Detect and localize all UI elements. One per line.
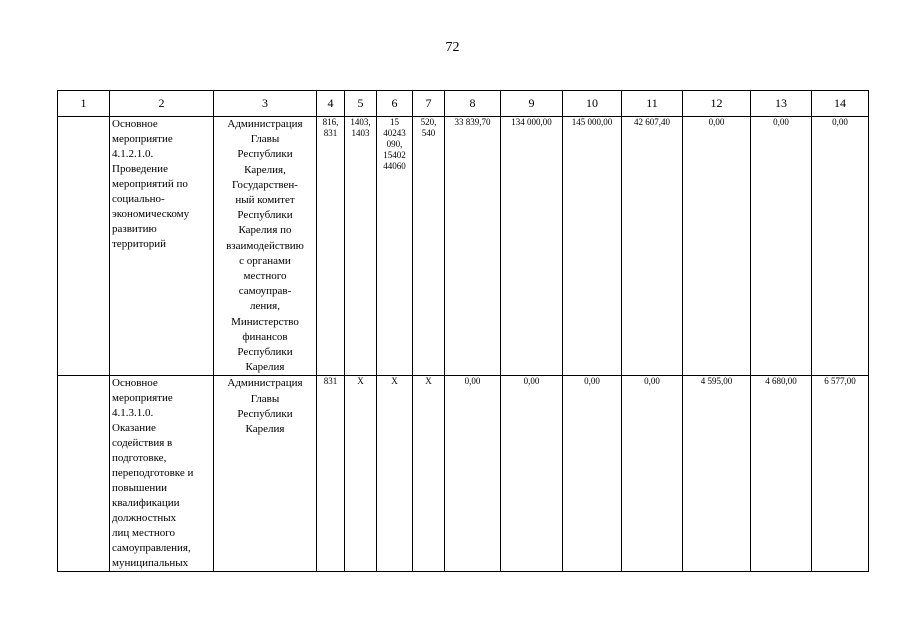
executor-cell	[214, 117, 317, 376]
code-line: 831	[323, 128, 338, 138]
row-index-cell	[58, 117, 110, 376]
executor-line: Государствен-	[232, 178, 298, 191]
activity-name-line: 4.1.2.1.0.	[112, 148, 154, 160]
executor-line: Карелия по	[238, 224, 292, 237]
executor-line: местного	[243, 270, 287, 283]
code-line: 816,	[322, 117, 339, 127]
code-line: 540	[421, 128, 436, 138]
code-line: 831	[323, 376, 338, 387]
page-number: 72	[445, 40, 460, 55]
activity-name-line: переподготовке и	[112, 467, 194, 480]
amount-cell-13: 4 680,00	[751, 376, 812, 572]
header-cell: 6	[377, 91, 413, 117]
activity-name-line: самоуправления,	[112, 542, 191, 555]
code-line: 1403	[351, 128, 370, 138]
code-cell-7	[413, 376, 445, 572]
executor-cell	[214, 376, 317, 572]
row-index-cell	[58, 376, 110, 572]
activity-name-line: развитию	[112, 223, 157, 235]
executor-line: финансов	[242, 330, 288, 343]
header-cell: 8	[445, 91, 501, 117]
header-cell: 10	[563, 91, 622, 117]
activity-name-line: 4.1.3.1.0.	[112, 407, 154, 420]
activity-name-line: мероприятие	[112, 392, 173, 405]
header-row	[58, 91, 869, 117]
amount-cell-12: 0,00	[683, 117, 751, 376]
activity-name-line: квалификации	[112, 497, 180, 510]
executor-line: Республики	[237, 148, 293, 161]
amount-cell-12: 4 595,00	[683, 376, 751, 572]
code-cell-6	[377, 376, 413, 572]
header-cell: 7	[413, 91, 445, 117]
executor-line: Карелия	[245, 361, 285, 374]
executor-line: ления,	[250, 300, 280, 313]
amount-cell-9: 134 000,00	[501, 117, 563, 376]
header-cell: 13	[751, 91, 812, 117]
header-cell: 4	[317, 91, 345, 117]
code-cell-4	[317, 376, 345, 572]
activity-name-line: социально-	[112, 193, 165, 205]
activity-name-line: мероприятие	[112, 133, 173, 145]
amount-cell-8: 0,00	[445, 376, 501, 572]
activity-name-line: Основное	[112, 377, 158, 390]
code-line: 44060	[383, 161, 406, 171]
code-cell-5	[345, 117, 377, 376]
activity-name-line: территорий	[112, 238, 167, 250]
executor-line: Главы	[250, 392, 280, 405]
header-cell: 14	[812, 91, 869, 117]
header-cell: 11	[622, 91, 683, 117]
code-line: Х	[357, 376, 364, 387]
executor-line: с органами	[239, 254, 291, 267]
executor-line: Республики	[237, 209, 293, 222]
executor-line: Карелия,	[244, 163, 286, 176]
executor-line: самоуправ-	[238, 285, 292, 298]
amount-cell-11: 0,00	[622, 376, 683, 572]
executor-line: ный комитет	[235, 194, 295, 207]
code-cell-5	[345, 376, 377, 572]
activity-name-cell	[110, 376, 214, 572]
executor-line: Министерство	[231, 315, 299, 328]
code-line: 40243	[383, 128, 406, 138]
code-cell-6	[377, 117, 413, 376]
amount-cell-8: 33 839,70	[445, 117, 501, 376]
header-cell: 3	[214, 91, 317, 117]
activity-name-line: Проведение	[112, 163, 168, 175]
code-line: 1403,	[350, 117, 371, 127]
code-line: 15402	[383, 150, 406, 160]
executor-line: Главы	[250, 133, 280, 146]
activity-name-cell	[110, 117, 214, 376]
executor-line: Администрация	[227, 118, 303, 130]
activity-name-line: должностных	[112, 512, 177, 525]
amount-cell-10: 0,00	[563, 376, 622, 572]
code-line: Х	[391, 376, 398, 387]
activity-name-line: подготовке,	[112, 452, 167, 465]
activity-name-line: муниципальных	[112, 557, 189, 570]
executor-line: Карелия	[245, 423, 285, 436]
header-cell: 5	[345, 91, 377, 117]
activity-name-line: мероприятий по	[112, 178, 188, 190]
activity-name-line: содействия в	[112, 437, 173, 450]
executor-line: Республики	[237, 407, 293, 420]
code-line: 15	[390, 117, 399, 127]
amount-cell-9: 0,00	[501, 376, 563, 572]
header-cell: 2	[110, 91, 214, 117]
code-line: 520,	[420, 117, 437, 127]
activity-name-line: лиц местного	[112, 527, 175, 540]
budget-table	[57, 90, 869, 572]
executor-line: Администрация	[227, 377, 303, 390]
header-cell: 9	[501, 91, 563, 117]
amount-cell-10: 145 000,00	[563, 117, 622, 376]
code-line: 090,	[386, 139, 403, 149]
activity-name-line: повышении	[112, 482, 167, 495]
header-cell: 12	[683, 91, 751, 117]
amount-cell-13: 0,00	[751, 117, 812, 376]
table-row	[58, 117, 869, 376]
amount-cell-14: 0,00	[812, 117, 869, 376]
activity-name-line: Оказание	[112, 422, 156, 435]
executor-line: Республики	[237, 346, 293, 359]
activity-name-line: Основное	[112, 118, 158, 130]
code-cell-4	[317, 117, 345, 376]
amount-cell-14: 6 577,00	[812, 376, 869, 572]
activity-name-line: экономическому	[112, 208, 190, 220]
executor-line: взаимодействию	[226, 239, 304, 252]
code-line: Х	[425, 376, 432, 387]
amount-cell-11: 42 607,40	[622, 117, 683, 376]
code-cell-7	[413, 117, 445, 376]
table-row	[58, 376, 869, 572]
header-cell: 1	[58, 91, 110, 117]
